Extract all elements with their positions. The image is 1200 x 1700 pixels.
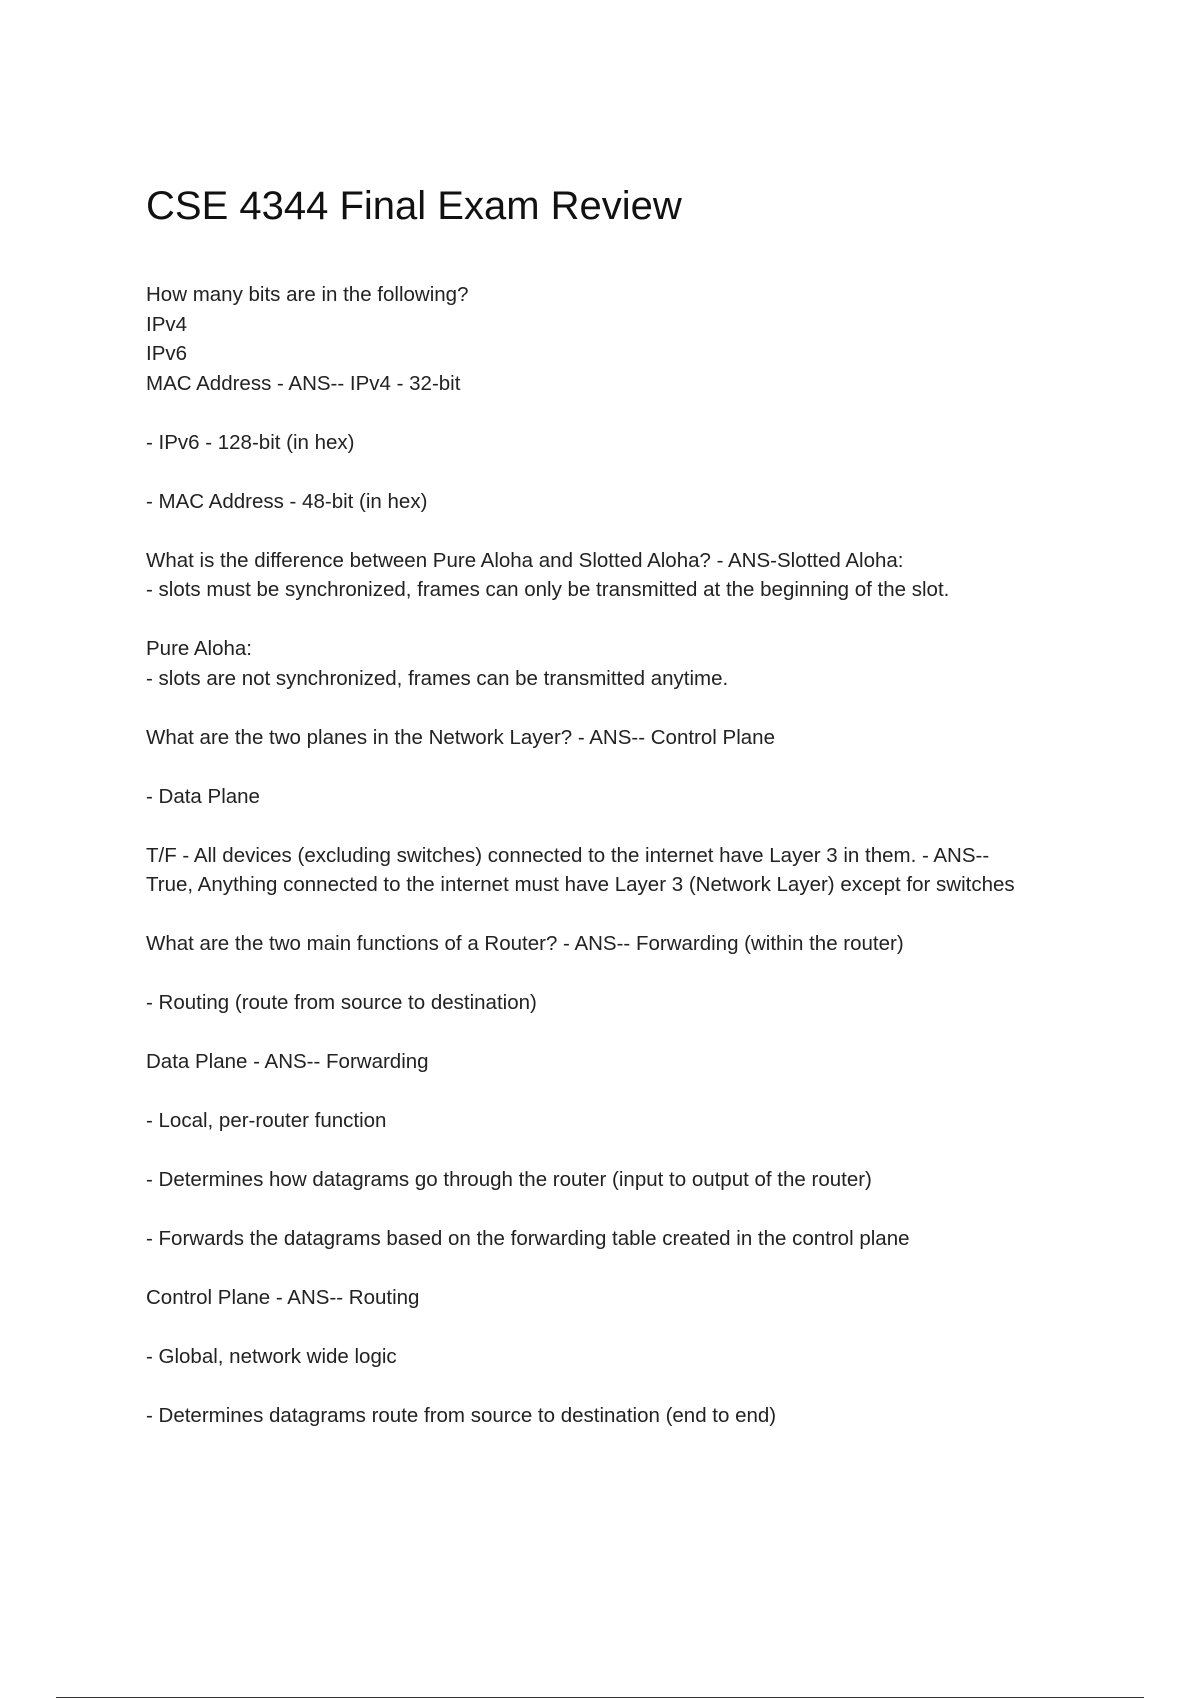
paragraph: [146, 988, 1106, 1018]
text-line: What is the difference between Pure Aloha and Slotted Aloha? - ANS-Slotted Aloha:: [146, 548, 904, 572]
text-line: Data Plane - ANS-- Forwarding: [146, 1050, 429, 1073]
text-line: - Data Plane: [146, 784, 260, 808]
text-line: - slots must be synchronized, frames can only be transmitted at the beginning of the slot.: [146, 578, 950, 601]
text-line: - IPv6 - 128-bit (in hex): [146, 430, 355, 454]
paragraph: [146, 1283, 1106, 1313]
document-body: [146, 280, 1106, 1460]
paragraph: [146, 723, 1106, 753]
text-line: - Determines datagrams route from source to destination (end to end): [146, 1404, 777, 1427]
paragraph: [146, 929, 1106, 959]
paragraph: [146, 1401, 1106, 1431]
text-line: T/F - All devices (excluding switches) connected to the internet have Layer 3 in them. - ANS--: [146, 843, 990, 867]
text-line: - Global, network wide logic: [146, 1345, 397, 1368]
page-title: CSE 4344 Final Exam Review: [146, 184, 682, 228]
text-line: IPv4: [146, 312, 188, 336]
paragraph: [146, 782, 1106, 812]
paragraph: [146, 1106, 1106, 1136]
paragraph: [146, 428, 1106, 458]
paragraph: [146, 1165, 1106, 1195]
text-line: True, Anything connected to the internet must have Layer 3 (Network Layer) except for switches: [146, 873, 1015, 896]
paragraph: [146, 634, 1106, 693]
text-line: Control Plane - ANS-- Routing: [146, 1286, 420, 1309]
paragraph: [146, 487, 1106, 517]
paragraph: [146, 1047, 1106, 1077]
paragraph: [146, 841, 1106, 900]
text-line: - Forwards the datagrams based on the forwarding table created in the control plane: [146, 1227, 910, 1250]
text-line: How many bits are in the following?: [146, 283, 469, 306]
text-line: IPv6: [146, 342, 188, 365]
paragraph: [146, 1342, 1106, 1372]
text-line: Pure Aloha:: [146, 637, 252, 660]
text-line: What are the two main functions of a Router? - ANS-- Forwarding (within the router): [146, 932, 904, 955]
text-line: - Determines how datagrams go through the router (input to output of the router): [146, 1168, 872, 1191]
footer-divider: [56, 1697, 1144, 1698]
text-line: MAC Address - ANS-- IPv4 - 32-bit: [146, 371, 461, 395]
paragraph: [146, 546, 1106, 605]
paragraph: [146, 1224, 1106, 1254]
text-line: - slots are not synchronized, frames can be transmitted anytime.: [146, 666, 729, 690]
text-line: What are the two planes in the Network Layer? - ANS-- Control Plane: [146, 725, 775, 749]
text-line: - Local, per-router function: [146, 1109, 387, 1132]
text-line: - MAC Address - 48-bit (in hex): [146, 489, 428, 513]
paragraph: [146, 280, 1106, 398]
text-line: - Routing (route from source to destination): [146, 991, 537, 1014]
